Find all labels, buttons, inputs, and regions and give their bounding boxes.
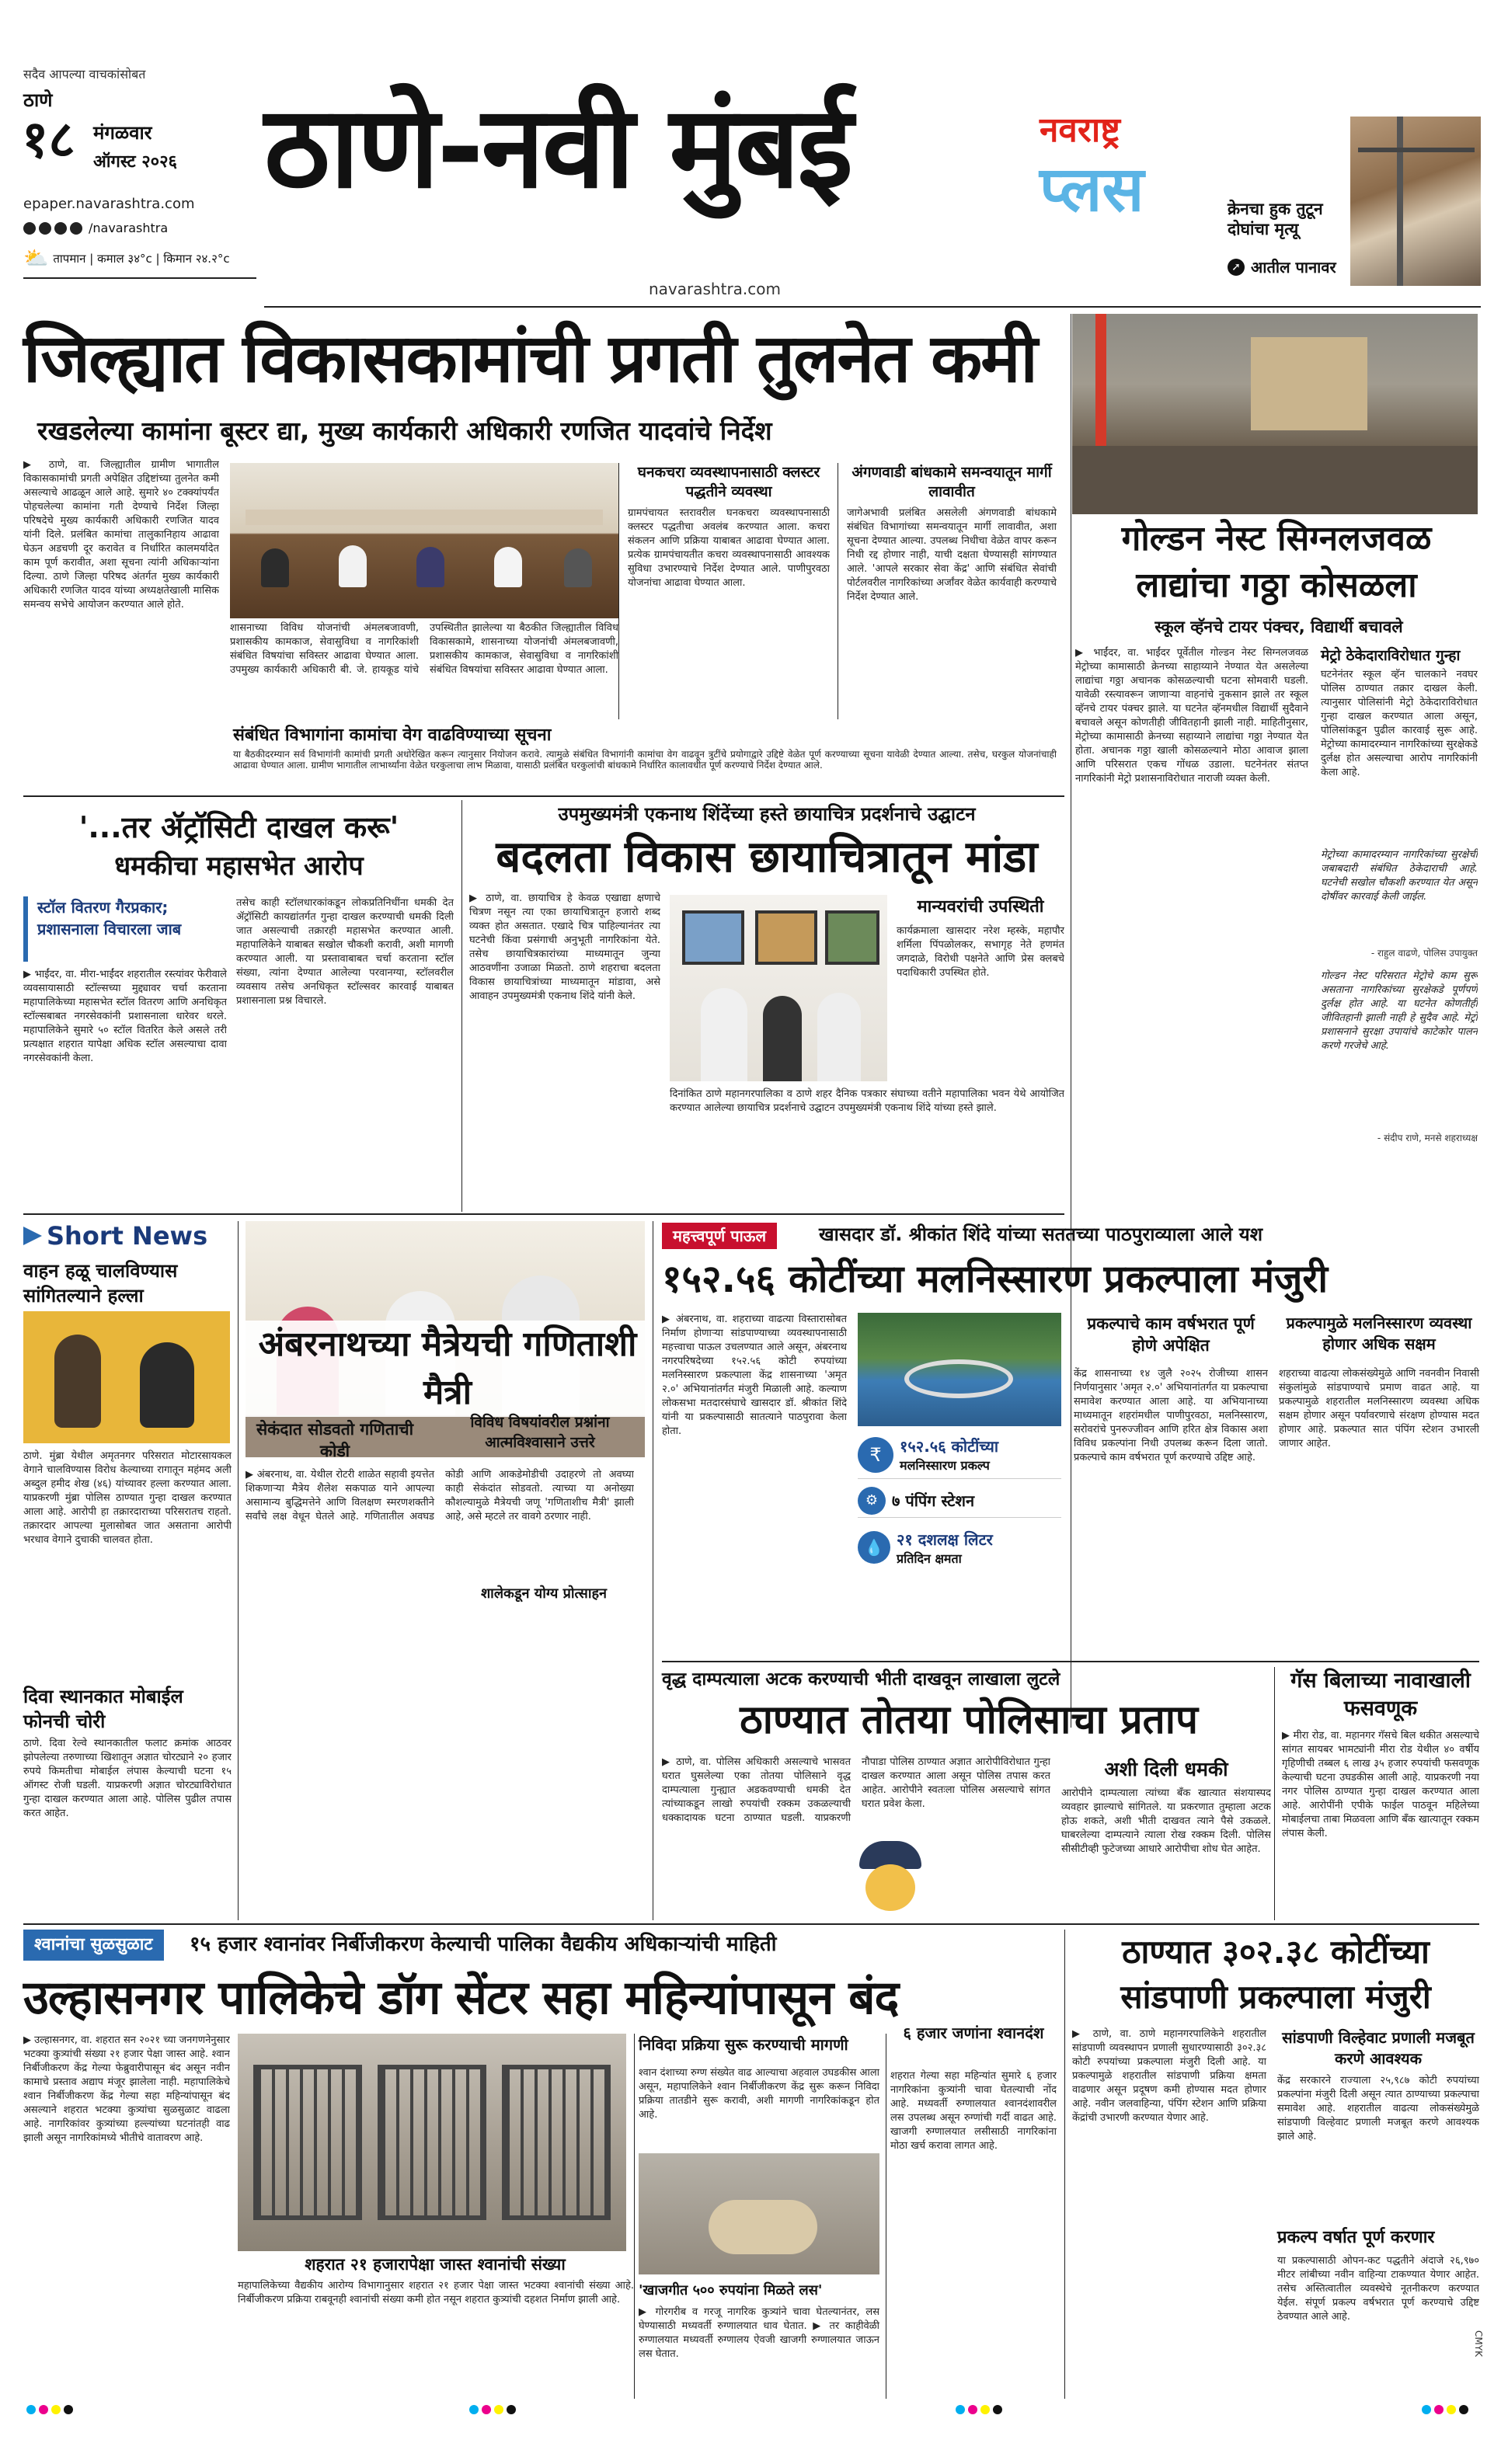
short-news-1-body: ठाणे. मुंब्रा येथील अमृतनगर परिसरात मोटारसायकल वेगाने चालविण्यास विरोध केल्याच्या रागातून महंमद अली अब्दुल हमीद शेख (४६) यांच्यावर हल्ला करण्यात आला. याप्रकरणी मुंब्रा पोलिस ठाण्यात गुन्हा दाखल करण्यात आला आहे. आरोपी हा तक्रारदाराच्या परिसरातच राहतो. तक्रारदार आपल्या मुलासोबत जात असताना आरोपी भरधाव वेगाने दुचाकी चालवत होता. <box>23 1450 232 1546</box>
ambernath-headline-display: अंबरनाथच्या मैत्रेयची गणिताशी मैत्री <box>246 1321 650 1417</box>
exhibition-side-title: मान्यवरांची उपस्थिती <box>917 897 1044 917</box>
lead-headline: जिल्ह्यात विकासकामांची प्रगती तुलनेत कमी <box>23 320 1036 398</box>
lead-body-continued: शासनाच्या विविध योजनांची अंमलबजावणी, प्रशासकीय कामकाज, सेवासुविधा व नागरिकांशी संबंधित विषयांचा सविस्तर आढावा घेण्यात आला. उपमुख्य कार्यकारी अधिकारी बी. जे. हायकूड यांचे उपस्थितीत झालेल्या या बैठकीत जिल्ह्यातील विविध विकासकामे, शासनाच्या योजनांची अंमलबजावणी, प्रशासकीय कामकाज, सेवासुविधा व नागरिकांशी संबंधित विषयांचा सविस्तर आढावा घेण्यात आला. <box>230 622 618 676</box>
ambernath-body: ▶ अंबरनाथ, वा. येथील रोटरी शाळेत सहावी इयत्तेत शिकणाऱ्या मैत्रेय शैलेश सकपाळ याने आपल्या असामान्य बुद्धिमत्तेने आणि विलक्षण स्मरणशक्तीने सर्वांचे लक्ष वेधून घेतले आहे. गणितातील अवघड कोडी आणि आकडेमोडीची उदाहरणे तो अवघ्या काही सेकंदांत सोडवतो. त्याच्या या अनोख्या कौशल्यामुळे मैत्रेयची जणू 'गणिताशीच मैत्री' झाली आहे, असे म्हटले तर वावगे ठरणार नाही. <box>246 1469 634 1523</box>
stray-dog-photo <box>639 2153 879 2274</box>
date-number: १८ <box>22 110 75 169</box>
water-side2-title: प्रकल्प वर्षात पूर्ण करणार <box>1277 2228 1435 2247</box>
short-news-2-title: दिवा स्थानकात मोबाईल फोनची चोरी <box>23 1686 183 1732</box>
promo-photo <box>1350 117 1481 286</box>
lead-body: ▶ ठाणे, वा. जिल्ह्यातील ग्रामीण भागातील विकासकामांची प्रगती अपेक्षित उद्दिष्टांच्या तुलनेत कमी असल्याचे आढळून आले आहे. सुमारे ४० टक्क्यांपर्यंत पोहचलेल्या कामांना गती देण्याचे निर्देश जिल्हा परिषदेचे मुख्य कार्यकारी अधिकारी रणजित यादव यांनी दिले. प्रलंबित कामांचा तालुकानिहाय आढावा घेऊन अडचणी दूर करावेत व निर्धारित कालमर्यादेत काम पूर्ण करावीत, अशा सूचना त्यांनी अधिकाऱ्यांना दिल्या. ठाणे जिल्हा परिषद अंतर्गत मुख्य कार्यकारी अधिकारी रणजित यादव यांच्या अध्यक्षतेखाली मासिक समन्वय सभेचे आयोजन करण्यात आले होते. <box>23 459 219 611</box>
right-top-quote2-by: - संदीप राणे, मनसे शहराध्यक्ष <box>1377 1133 1478 1143</box>
social-handle[interactable]: /navarashtra <box>89 221 169 235</box>
info-3-value: २१ दशलक्ष लिटर <box>897 1530 993 1549</box>
atrocity-kicker-text: स्टॉल वितरण गैरप्रकार; प्रशासनाला विचारला जाब <box>37 898 182 938</box>
registration-mark-yellow <box>51 2405 61 2414</box>
weather-row <box>23 247 230 270</box>
water-side2-body: या प्रकल्पासाठी ओपन-कट पद्धतीने अंदाजे २६,९७० मीटर लांबीच्या नवीन वाहिन्या टाकण्यात येणार आहेत. तसेच अस्तित्वातील व्यवस्थेचे नूतनीकरण करण्यात येईल. संपूर्ण प्रकल्प वर्षभरात पूर्ण करण्याचे उद्दिष्ट ठेवण्यात आले आहे. <box>1277 2255 1479 2323</box>
malnissaran-headline: १५२.५६ कोटींच्या मलनिस्सारण प्रकल्पाला मंजुरी <box>662 1257 1329 1301</box>
dogs-side1-title: निविदा प्रक्रिया सुरू करण्याची मागणी <box>639 2035 848 2054</box>
lead-side1-title: घनकचरा व्यवस्थापनासाठी क्लस्टर पद्धतीने व्यवस्था <box>637 464 820 500</box>
water-side1-title: सांडपाणी विल्हेवाट प्रणाली मजबूत करणे आवश्यक <box>1282 2028 1475 2068</box>
dogs-body: ▶ उल्हासनगर, वा. शहरात सन २०२१ च्या जनगणनेनुसार भटक्या कुत्र्यांची संख्या २१ हजार पेक्षा जास्त आहे. श्वान निर्बीजीकरण केंद्र गेल्या फेब्रुवारीपासून बंद असून नवीन कामाचे प्रस्ताव अद्याप मंजूर झालेला नाही. महापालिकेचे श्वान निर्बीजीकरण केंद्र गेल्या सहा महिन्यांपासून बंद असल्याने शहरात भटक्या कुत्र्यांचा सुळसुळाट वाढला आहे. नागरिकांवर कुत्र्यांच्या हल्ल्यांच्या घटनांतही वाढ झाली असून नागरिकांमध्ये भीतीचे वातावरण आहे. <box>23 2034 230 2144</box>
rupee-icon: ₹ <box>858 1437 893 1473</box>
construction-photo <box>1072 314 1478 514</box>
atrocity-body: ▶ भाईंदर, वा. मीरा-भाईंदर शहरातील रस्त्यांवर फेरीवाले व्यवसायासाठी स्टॉल्सच्या मुद्द्यावर चर्चा करताना महापालिकेच्या महासभेत स्टॉल वितरण आणि अनधिकृत स्टॉल्सबाबत नगरसेवकांनी प्रशासनाला धारेवर धरले. महापालिकेने सुमारे ५० स्टॉल वितरित केले असले तरी प्रत्यक्षात शहरात यापेक्षा अधिक स्टॉल असल्याचा दावा नगरसेवकांनी केला. <box>23 969 227 1064</box>
malnissaran-body: ▶ अंबरनाथ, वा. शहराच्या वाढत्या विस्तारासोबत निर्माण होणाऱ्या सांडपाण्याच्या व्यवस्थापनासाठी महत्त्वाचा पाऊल उचलण्यात आले असून, अंबरनाथ नगरपरिषदेच्या १५२.५६ कोटी रुपयांच्या मलनिस्सारण प्रकल्पाला केंद्र शासनाच्या 'अमृत २.०' अभियानांतर्गत मंजुरी मिळाली आहे. कल्याण लोकसभा मतदारसंघाचे खासदार डॉ. श्रीकांत शिंदे यांनी या प्रकल्पासाठी सातत्याने पाठपुरावा केला होता. <box>662 1314 847 1437</box>
ambernath-sub2: शालेकडून योग्य प्रोत्साहन <box>451 1585 637 1603</box>
registration-mark-black <box>1459 2405 1468 2414</box>
dogs-side1-body: श्वान दंशाच्या रुग्ण संख्येत वाढ आल्याचा अहवाल उघडकीस आला असून, महापालिकेने श्वान निर्बीजीकरण केंद्र सुरू करून निविदा प्रक्रिया तातडीने सुरू करावी, अशी मागणी नागरिकांकडून होत आहे. <box>639 2067 879 2121</box>
lead-photo-caption: संबंधित विभागांना कामांचा वेग वाढविण्याच्या सूचना <box>233 726 552 745</box>
info-box-1 <box>858 1431 1061 1479</box>
paper-title: ठाणे-नवी मुंबई <box>264 82 851 214</box>
parrot-body: ▶ ठाणे, वा. पोलिस अधिकारी असल्याचे भासवत घरात घुसलेल्या एका तोतया पोलिसाने वृद्ध दाम्पत्याला गुन्ह्यात अडकवण्याची धमकी देत त्यांच्याकडून लाखो रुपयांची रक्कम उकळल्याची धक्कादायक घटना ठाण्यात घडली. याप्रकरणी नौपाडा पोलिस ठाण्यात अज्ञात आरोपीविरोधात गुन्हा दाखल करण्यात आला असून पोलिस तपास करत आहेत. आरोपीने स्वतःला पोलिस असल्याचे सांगत घरात प्रवेश केला. <box>662 1756 1050 1824</box>
linkedin-icon[interactable] <box>70 222 82 235</box>
lead-side2-title: अंगणवाडी बांधकामे समन्वयातून मार्गी लावावीत <box>851 464 1052 500</box>
registration-mark-cyan <box>1422 2405 1431 2414</box>
exhibition-caption: दिनांकित ठाणे महानगरपालिका व ठाणे शहर दैनिक पत्रकार संघाच्या वतीने महापालिका भवन येथे आयोजित करण्यात आलेल्या छायाचित्र प्रदर्शनाचे उद्घाटन उपमुख्यमंत्री एकनाथ शिंदे यांच्या हस्ते झाले. <box>670 1088 1064 1114</box>
lead-caption-body: या बैठकीदरम्यान सर्व विभागांनी कामांची प्रगती अधोरेखित करून त्यानुसार नियोजन करावे. त्यामुळे संबंधित विभागांनी कामांचा वेग वाढवून त्रुटींचे प्रयोगाद्वारे उद्दिष्टे वेळेत पूर्ण करण्याच्या सूचना यावेळी देण्यात आल्या. तसेच, घरकुल योजनांचाही आढावा घेण्यात आला. ग्रामीण भागातील लाभार्थ्यांना वेळेत घरकुलाचा लाभ मिळावा, यासाठी प्रलंबित घरकुलांची बांधकामे निर्धारित कालावधीत पूर्ण करण्याचे निर्देश देण्यात आले. <box>233 749 1057 771</box>
masthead <box>0 0 1501 311</box>
registration-mark-black <box>64 2405 73 2414</box>
registration-mark-magenta <box>482 2405 491 2414</box>
dogs-strip: श्वानांचा सुळसुळाट <box>23 1930 164 1961</box>
arrow-right-icon: ➚ <box>1228 259 1245 276</box>
water-drop-icon: 💧 <box>858 1531 890 1564</box>
malnissaran-side2-title: प्रकल्पामुळे मलनिस्सारण व्यवस्था होणार अधिक सक्षम <box>1286 1314 1472 1353</box>
weather-icon: ⛅ <box>23 247 49 270</box>
website-url[interactable]: navarashtra.com <box>649 280 781 298</box>
short-news-2-body: ठाणे. दिवा रेल्वे स्थानकातील फलाट क्रमांक आठवर झोपलेल्या तरुणाच्या खिशातून अज्ञात चोरट्याने २० हजार रुपये किमतीचा मोबाईल लंपास केल्याची घटना १५ ऑगस्ट रोजी घडली. याप्रकरणी अज्ञात चोरट्याविरोधात गुन्हा दाखल करण्यात आला आहे. पोलिस पुढील तपास करत आहेत. <box>23 1738 232 1819</box>
lead-photo-meeting <box>230 463 618 618</box>
lead-side1-body: ग्रामपंचायत स्तरावरील घनकचरा व्यवस्थापनासाठी क्लस्टर पद्धतीचा अवलंब करण्यात आला. कचरा संकलन आणि प्रक्रिया याबाबत आढावा घेण्यात आला. प्रत्येक ग्रामपंचायतीत कचरा व्यवस्थापनासाठी आवश्यक सुविधा उभारण्याचे निर्देश देण्यात आले. पाणीपुरवठा योजनांचा आढावा घेण्यात आला. <box>628 507 830 589</box>
exhibition-side-body: कार्यक्रमाला खासदार नरेश म्हस्के, महापौर शर्मिला पिंपळोलकर, सभागृह नेते हणमंत जगदाळे, विरोधी पक्षनेते आणि प्रेस क्लबचे पदाधिकारी उपस्थित होते. <box>897 925 1064 979</box>
info-box-3 <box>858 1523 1061 1572</box>
registration-mark-black <box>507 2405 516 2414</box>
twitter-icon[interactable] <box>39 222 51 235</box>
info-box-2 <box>858 1484 1061 1518</box>
masthead-city: ठाणे <box>23 89 53 111</box>
sewage-plant-photo <box>858 1313 1061 1426</box>
malnissaran-kicker: खासदार डॉ. श्रीकांत शिंदे यांच्या सततच्या पाठपुराव्याला आले यश <box>819 1223 1263 1245</box>
dogs-caption: शहरात २१ हजारापेक्षा जास्त श्वानांची संख्या <box>305 2255 566 2274</box>
date-weekday: मंगळवार <box>93 122 152 144</box>
exhibition-headline: बदलता विकास छायाचित्रातून मांडा <box>496 832 1038 882</box>
dogs-side2-title: ६ हजार जणांना श्वानदंश <box>903 2024 1044 2042</box>
gas-body: ▶ मीरा रोड, वा. महानगर गॅसचे बिल थकीत असल्याचे सांगत सायबर भामट्यांनी मीरा रोड येथील ४० वर्षीय गृहिणीची तब्बल ६ लाख ३५ हजार रुपयांची फसवणूक केल्याची घटना उघडकीस आली आहे. याप्रकरणी नया नगर पोलिस ठाण्यात गुन्हा दाखल करण्यात आला आहे. आरोपींनी एपीके फाईल पाठवून महिलेच्या मोबाईलचा ताबा मिळवला आणि बँक खात्यातून रक्कम लंपास केली. <box>1282 1730 1479 1839</box>
right-top-quote1: मेट्रोच्या कामादरम्यान नागरिकांच्या सुरक्षेची जबाबदारी संबंधित ठेकेदाराची आहे. घटनेची सखोल चौकशी करण्यात येत असून दोषींवर कारवाई केली जाईल. <box>1321 849 1478 903</box>
registration-mark-magenta <box>39 2405 48 2414</box>
atrocity-headline: '...तर ॲट्रॉसिटी दाखल करू' <box>78 810 399 844</box>
exhibition-body: ▶ ठाणे, वा. छायाचित्र हे केवळ एखाद्या क्षणाचे चित्रण नसून त्या एका छायाचित्रातून हजारो शब्द व्यक्त होत असतात. एखादे चित्र पाहिल्यानंतर त्या घटनेची किंवा प्रसंगाची अनुभूती नागरिकांना येते. तसेच छायाचित्रकारांच्या माध्यमातून जुन्या आठवणींना उजाळा मिळतो. ठाणे शहराचा बदलता विकास छायाचित्रांच्या माध्यमातून मांडावा, असे आवाहन उपमुख्यमंत्री एकनाथ शिंदे यांनी केले. <box>469 893 660 1002</box>
parrot-side-title: अशी दिली धमकी <box>1104 1758 1228 1780</box>
epaper-url[interactable]: epaper.navarashtra.com <box>23 196 195 212</box>
masthead-tagline: सदैव आपल्या वाचकांसोबत <box>23 67 146 82</box>
right-top-subhead: स्कूल व्हॅनचे टायर पंक्चर, विद्यार्थी बचावले <box>1154 618 1403 636</box>
right-top-side-title: मेट्रो ठेकेदाराविरोधात गुन्हा <box>1321 647 1461 664</box>
parrot-headline: ठाण्यात तोतया पोलिसाचा प्रताप <box>740 1697 1198 1743</box>
registration-mark-yellow <box>494 2405 503 2414</box>
ambernath-sub3: विविध विषयांवरील प्रश्नांना आत्मविश्वासाने उत्तरे <box>470 1414 610 1451</box>
brand-bottom: प्लस <box>1040 153 1144 225</box>
registration-mark-cyan <box>956 2405 965 2414</box>
exhibition-photo <box>670 895 887 1081</box>
water-body: ▶ ठाणे, वा. ठाणे महानगरपालिकेने शहरातील सांडपाणी व्यवस्थापन प्रणाली सुधारण्यासाठी ३०२.३८ कोटी रुपयांच्या प्रकल्पाला मंजुरी दिली आहे. या प्रकल्पामुळे शहरातील सांडपाणी प्रक्रिया क्षमता वाढणार असून प्रदूषण कमी होण्यास मदत होणार आहे. नवीन जलवाहिन्या, पंपिंग स्टेशन आणि प्रक्रिया केंद्रांची उभारणी करण्यात येणार आहे. <box>1072 2028 1266 2124</box>
lead-subhead: रखडलेल्या कामांना बूस्टर द्या, मुख्य कार्यकारी अधिकारी रणजित यादवांचे निर्देश <box>37 416 772 446</box>
info-1-value: १५२.५६ कोटींच्या <box>900 1437 999 1456</box>
dogs-side2-body: शहरात गेल्या सहा महिन्यांत सुमारे ६ हजार नागरिकांना कुत्र्यांनी चावा घेतल्याची नोंद आहे. मध्यवर्ती रुग्णालयात श्वानदंशावरील लस उपलब्ध असून रुग्णांची गर्दी वाढत आहे. खाजगी रुग्णालयात लसीसाठी नागरिकांना मोठा खर्च करावा लागत आहे. <box>890 2070 1057 2152</box>
info-1-label: मलनिस्सारण प्रकल्प <box>900 1458 990 1473</box>
registration-mark-yellow <box>1447 2405 1456 2414</box>
date-month-year: ऑगस्ट २०२६ <box>93 152 177 172</box>
police-illustration <box>844 1833 937 1919</box>
short-news-label <box>23 1221 207 1251</box>
malnissaran-side1-body: केंद्र शासनाच्या १४ जुलै २०२५ रोजीच्या शासन निर्णयानुसार 'अमृत २.०' अभियानांतर्गत या प्रकल्पाचा समावेश करण्यात आला आहे. या अभियानाच्या माध्यमातून शहरांमधील पाणीपुरवठा, मलनिस्सारण, सरोवरांचे पुनरुज्जीवन आणि हरित क्षेत्र विकास अशा विविध प्रकल्पांना निधी उपलब्ध करून दिला जातो. प्रकल्पाचे काम वर्षभरात पूर्ण करण्याचे उद्दिष्ट आहे. <box>1074 1368 1268 1463</box>
pump-icon: ⚙ <box>858 1487 886 1515</box>
registration-mark-magenta <box>968 2405 977 2414</box>
info-2-text: ७ पंपिंग स्टेशन <box>892 1491 975 1510</box>
chevron-right-icon <box>23 1227 42 1245</box>
dogs-side-caption: 'खाजगीत ५०० रुपयांना मिळते लस' <box>639 2282 823 2299</box>
dogs-side1-points: ▶ गोरगरीब व गरजू नागरिक कुत्र्यांने चावा घेतल्यानंतर, लस घेण्यासाठी मध्यवर्ती रुग्णालयात धाव घेतात. ▶ तर काहीवेळी रुग्णालयात मध्यवर्ती रुग्णालय ऐवजी खाजगी रुग्णालयात जाऊन लस घेतात. <box>639 2306 879 2360</box>
youtube-icon[interactable] <box>54 222 67 235</box>
ambernath-sub1: सेकंदात सोडवतो गणिताची कोडी <box>256 1420 414 1460</box>
parrot-kicker: वृद्ध दाम्पत्याला अटक करण्याची भीती दाखवून लाखाला लुटले <box>662 1669 1060 1690</box>
dog-center-photo <box>238 2034 626 2251</box>
atrocity-body-continued: तसेच काही स्टॉलधारकांकडून लोकप्रतिनिधींना धमकी देत ॲट्रॉसिटी कायद्यांतर्गत गुन्हा दाखल करण्याची धमकी दिली जात असल्याची तक्रारही महासभेत करण्यात आली. महापालिकेने याबाबत सखोल चौकशी करावी, अशी मागणी करण्यात आली. या प्रस्तावाबाबत चर्चा करताना स्टॉल संख्या, त्यांना देण्यात आलेल्या परवानग्या, स्टॉलवरील व्यवसाय तसेच अनधिकृत स्टॉल्सवर कारवाई याबाबत प्रशासनाला प्रश्न विचारले. <box>236 897 454 1007</box>
lead-side2-body: जागेअभावी प्रलंबित असलेली अंगणवाडी बांधकामे संबंधित विभागांच्या समन्वयातून मार्गी लावावीत, अशा सूचना देण्यात आल्या. उपलब्ध निधीचा वेळेत वापर करून निधी रद्द होणार नाही, याची दक्षता घेण्यासही सांगण्यात आले. 'आपले सरकार सेवा केंद्र' आणि संबंधित सेवांची पोर्टलवरील नागरिकांच्या अर्जांवर वेळेत कार्यवाही करण्याचे निर्देश देण्यात आले. <box>847 507 1057 603</box>
brand-logo <box>1040 109 1226 249</box>
malnissaran-strip: महत्त्वपूर्ण पाऊल <box>662 1223 777 1249</box>
facebook-icon[interactable] <box>23 222 36 235</box>
attack-illustration <box>23 1311 230 1443</box>
short-news-title: Short News <box>47 1221 208 1251</box>
brand-top: नवराष्ट्र <box>1040 110 1120 150</box>
registration-mark-cyan <box>26 2405 36 2414</box>
social-row <box>23 221 168 235</box>
right-top-body: ▶ भाईंदर, वा. भाईंदर पूर्वेतील गोल्डन नेस्ट सिग्नलजवळ मेट्रोच्या कामासाठी क्रेनच्या साहाय्याने नेण्यात येत असलेल्या लाद्यांचा गठ्ठा अचानक कोसळल्याची घटना सोमवारी घडली. यावेळी रस्त्यावरून जाणाऱ्या वाहनांचे नुकसान झाले तर स्कूल व्हॅनचे टायर पंक्चर झाले. या घटनेत व्हॅनमधील विद्यार्थी सुदैवाने बचावले असून कोणतीही जीवितहानी झाली नाही. माहितीनुसार, मेट्रोच्या कामासाठी क्रेनच्या सहाय्याने लाद्यांचा गठ्ठा नेण्यात येत होता. अचानक गठ्ठा खाली कोसळल्याने मोठा आवाज झाला आणि परिसरात एकच गोंधळ उडाला. घटनेनंतर संतप्त नागरिकांनी मेट्रो प्रशासनाविरोधात नाराजी व्यक्त केली. <box>1075 647 1308 785</box>
malnissaran-side1-title: प्रकल्पाचे काम वर्षभरात पूर्ण होणे अपेक्षित <box>1087 1314 1255 1355</box>
atrocity-subhead: धमकीचा महासभेत आरोप <box>114 851 364 882</box>
right-top-quote1-by: - राहुल वाढणे, पोलिस उपायुक्त <box>1370 948 1478 959</box>
color-code: CMYK <box>1473 2330 1484 2357</box>
info-3-label: प्रतिदिन क्षमता <box>897 1550 962 1566</box>
right-top-quote2: गोल्डन नेस्ट परिसरात मेट्रोचे काम सुरू असताना नागरिकांच्या सुरक्षेकडे पूर्णपणे दुर्लक्ष होत आहे. या घटनेत कोणतीही जीवितहानी झाली नाही हे सुदैव आहे. मेट्रो प्रशासनाने सुरक्षा उपायांचे काटेकोर पालन करणे गरजेचे आहे. <box>1321 970 1478 1052</box>
registration-mark-black <box>993 2405 1002 2414</box>
weather-text: तापमान | कमाल ३४°c | किमान २४.२°c <box>53 252 230 266</box>
gas-headline: गॅस बिलाच्या नावाखाली फसवणूक <box>1290 1669 1471 1721</box>
right-top-side-body: घटनेनंतर स्कूल व्हॅन चालकाने नवघर पोलिस ठाण्यात तक्रार दाखल केली. त्यानुसार पोलिसांनी मेट्रो ठेकेदाराविरोधात गुन्हा दाखल करण्यात आला असून, पोलिसांकडून पुढील कारवाई सुरू आहे. मेट्रोच्या कामादरम्यान नागरिकांच्या सुरक्षेकडे दुर्लक्ष होत असल्याचा आरोप नागरिकांनी केला आहे. <box>1321 669 1478 778</box>
registration-mark-yellow <box>980 2405 990 2414</box>
registration-mark-magenta <box>1434 2405 1444 2414</box>
exhibition-kicker: उपमुख्यमंत्री एकनाथ शिंदेंच्या हस्ते छायाचित्र प्रदर्शनाचे उद्घाटन <box>558 803 976 825</box>
dogs-caption-body: महापालिकेच्या वैद्यकीय आरोग्य विभागानुसार शहरात २१ हजार पेक्षा जास्त भटक्या श्वानांची संख्या आहे. निर्बीजीकरण प्रक्रिया राबवूनही श्वानांची संख्या कमी होत नसून शहरात कुत्र्यांची दहशत निर्माण झाली आहे. <box>238 2280 634 2306</box>
promo-link-label: आतील पानावर <box>1251 258 1336 277</box>
atrocity-kicker <box>23 896 225 962</box>
promo-link[interactable] <box>1228 256 1336 277</box>
dogs-headline: उल्हासनगर पालिकेचे डॉग सेंटर सहा महिन्यांपासून बंद <box>23 1971 899 2025</box>
malnissaran-side2-body: शहराच्या वाढत्या लोकसंख्येमुळे आणि नवनवीन निवासी संकुलांमुळे सांडपाण्याचे प्रमाण वाढत आहे. या प्रकल्पामुळे शहरातील मलनिस्सारण व्यवस्था अधिक सक्षम होणार असून पर्यावरणाचे संरक्षण होण्यास मदत होणार आहे. प्रकल्पात सात पंपिंग स्टेशन उभारली जाणार आहेत. <box>1279 1368 1479 1450</box>
water-side1-body: केंद्र सरकारने राज्याला २५,९८७ कोटी रुपयांच्या प्रकल्पांना मंजुरी दिली असून त्यात ठाण्याच्या प्रकल्पाचा समावेश आहे. शहरातील वाढत्या लोकसंख्येमुळे सांडपाणी विल्हेवाट प्रणाली मजबूत करणे आवश्यक झाले आहे. <box>1277 2075 1479 2142</box>
parrot-side-body: आरोपीने दाम्पत्याला त्यांच्या बँक खात्यात संशयास्पद व्यवहार झाल्याचे सांगितले. या प्रकरणात तुम्हाला अटक होऊ शकते, अशी भीती दाखवत त्याने पैसे उकळले. घाबरलेल्या दाम्पत्याने त्याला रोख रक्कम दिली. पोलिस सीसीटीव्ही फुटेजच्या आधारे आरोपीचा शोध घेत आहेत. <box>1061 1787 1271 1855</box>
dogs-kicker: १५ हजार श्वानांवर निर्बीजीकरण केल्याची पालिका वैद्यकीय अधिकाऱ्यांची माहिती <box>190 1933 777 1956</box>
water-headline: ठाण्यात ३०२.३८ कोटींच्या सांडपाणी प्रकल्पाला मंजुरी <box>1120 1933 1431 2016</box>
promo-text[interactable]: क्रेनचा हुक तुटून दोघांचा मृत्यू <box>1228 200 1323 238</box>
registration-mark-cyan <box>469 2405 479 2414</box>
right-top-headline: गोल्डन नेस्ट सिग्नलजवळ लाद्यांचा गठ्ठा कोसळला <box>1121 519 1432 605</box>
short-news-1-title: वाहन हळू चालविण्यास सांगितल्याने हल्ला <box>23 1260 178 1307</box>
